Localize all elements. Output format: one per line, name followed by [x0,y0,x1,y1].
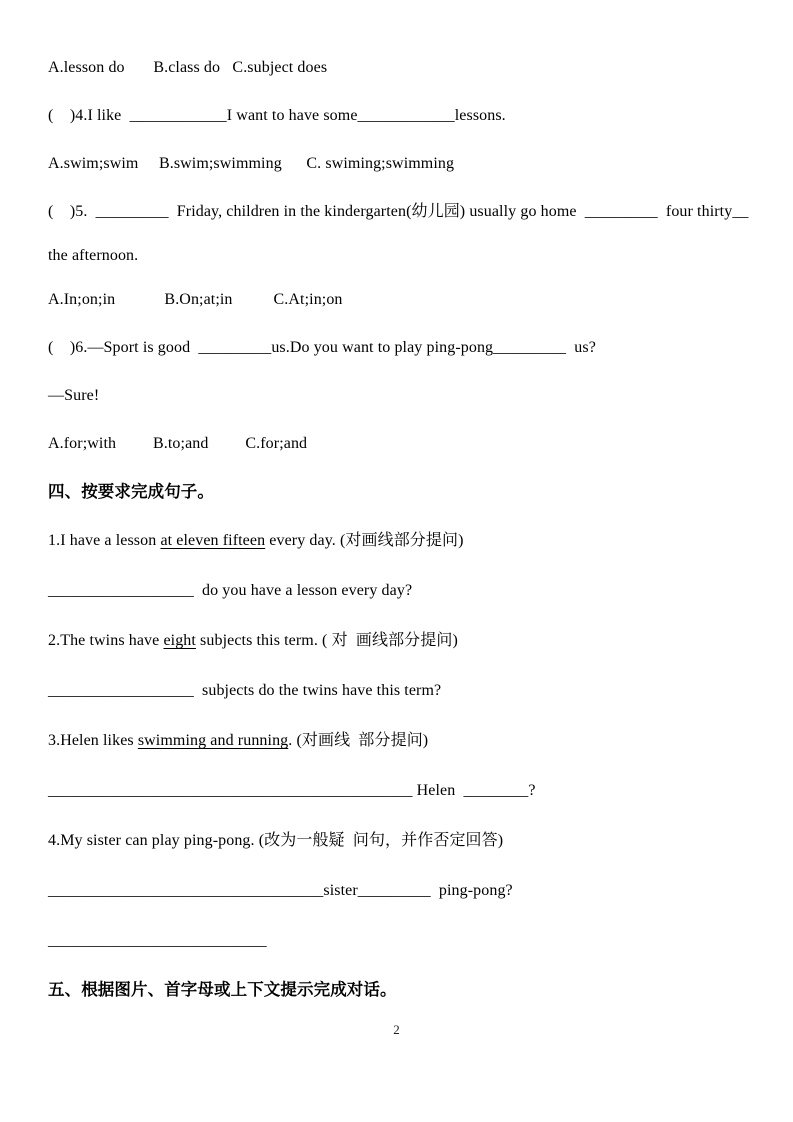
choice-options-3 [48,44,763,92]
text-segment: subjects do the twins have this term? [193,682,442,699]
text-segment: subjects this term. ( 对 画线部分提问) [195,632,458,649]
text-segment: I want to have some [226,107,358,124]
rewrite-answer-2 [48,666,763,716]
text-segment: ( )6.—Sport is good [48,339,199,356]
page-number: 2 [393,1022,400,1037]
text-segment: ( )5. [48,203,96,220]
rewrite-question-2 [48,616,763,666]
text-segment: 四、按要求完成句子。 [48,483,214,501]
answer-blank: _________ [357,882,431,899]
text-segment: ping-pong? [430,882,513,899]
text-segment: 五、根据图片、首字母或上下文提示完成对话。 [48,981,397,999]
underlined-text: swimming and running [137,732,289,749]
text-segment: every day. (对画线部分提问) [265,532,464,549]
underlined-text: eight [163,632,196,649]
choice-question-5-continued [48,236,763,276]
answer-blank: __ [732,203,749,220]
answer-blank: _________ [95,203,169,220]
text-segment: us? [566,339,596,356]
text-segment: 1.I have a lesson [48,532,161,549]
rewrite-answer-1 [48,566,763,616]
text-segment: us.Do you want to play ping-pong [271,339,494,356]
text-segment: A.In;on;in B.On;at;in C.At;in;on [48,291,343,308]
rewrite-answer-4b [48,916,763,966]
answer-blank: ____________ [357,107,455,124]
choice-question-6 [48,324,763,372]
text-segment: —Sure! [48,387,100,404]
text-segment: ( )4.I like [48,107,130,124]
section-heading-4 [48,468,763,516]
text-segment: A.lesson do B.class do C.subject does [48,59,328,76]
text-segment: do you have a lesson every day? [193,582,413,599]
answer-blank: _____________________________________________ [48,782,413,799]
choice-question-5 [48,188,763,236]
answer-blank: _________ [198,339,272,356]
text-segment: the afternoon. [48,247,139,264]
answer-blank: _________ [493,339,567,356]
answer-blank: __________________ [48,682,194,699]
answer-blank: _________ [584,203,658,220]
answer-blank: ___________________________ [48,932,267,949]
rewrite-answer-3 [48,766,763,816]
text-segment: ? [528,782,536,799]
choice-options-6 [48,420,763,468]
underlined-text: at eleven fifteen [160,532,266,549]
text-segment: 3.Helen likes [48,732,138,749]
text-segment: four thirty [657,203,733,220]
answer-blank: __________________________________ [48,882,324,899]
rewrite-answer-4a [48,866,763,916]
text-segment: A.swim;swim B.swim;swimming C. swiming;swimming [48,155,455,172]
rewrite-question-4 [48,816,763,866]
text-segment: 2.The twins have [48,632,164,649]
rewrite-question-1 [48,516,763,566]
choice-question-6-reply [48,372,763,420]
text-segment: Helen [412,782,464,799]
text-segment: sister [323,882,358,899]
choice-question-4 [48,92,763,140]
answer-blank: ________ [463,782,529,799]
text-segment: A.for;with B.to;and C.for;and [48,435,308,452]
text-segment: 4.My sister can play ping-pong. (改为一般疑 问句，并作否定回答) [48,832,504,849]
text-segment: lessons. [454,107,506,124]
text-segment: Friday, children in the kindergarten(幼儿园) usually go home [168,203,585,220]
text-segment: . (对画线 部分提问) [288,732,429,749]
rewrite-question-3 [48,716,763,766]
answer-blank: __________________ [48,582,194,599]
answer-blank: ____________ [129,107,227,124]
section-heading-5 [48,966,763,1014]
choice-options-5 [48,276,763,324]
choice-options-4 [48,140,763,188]
